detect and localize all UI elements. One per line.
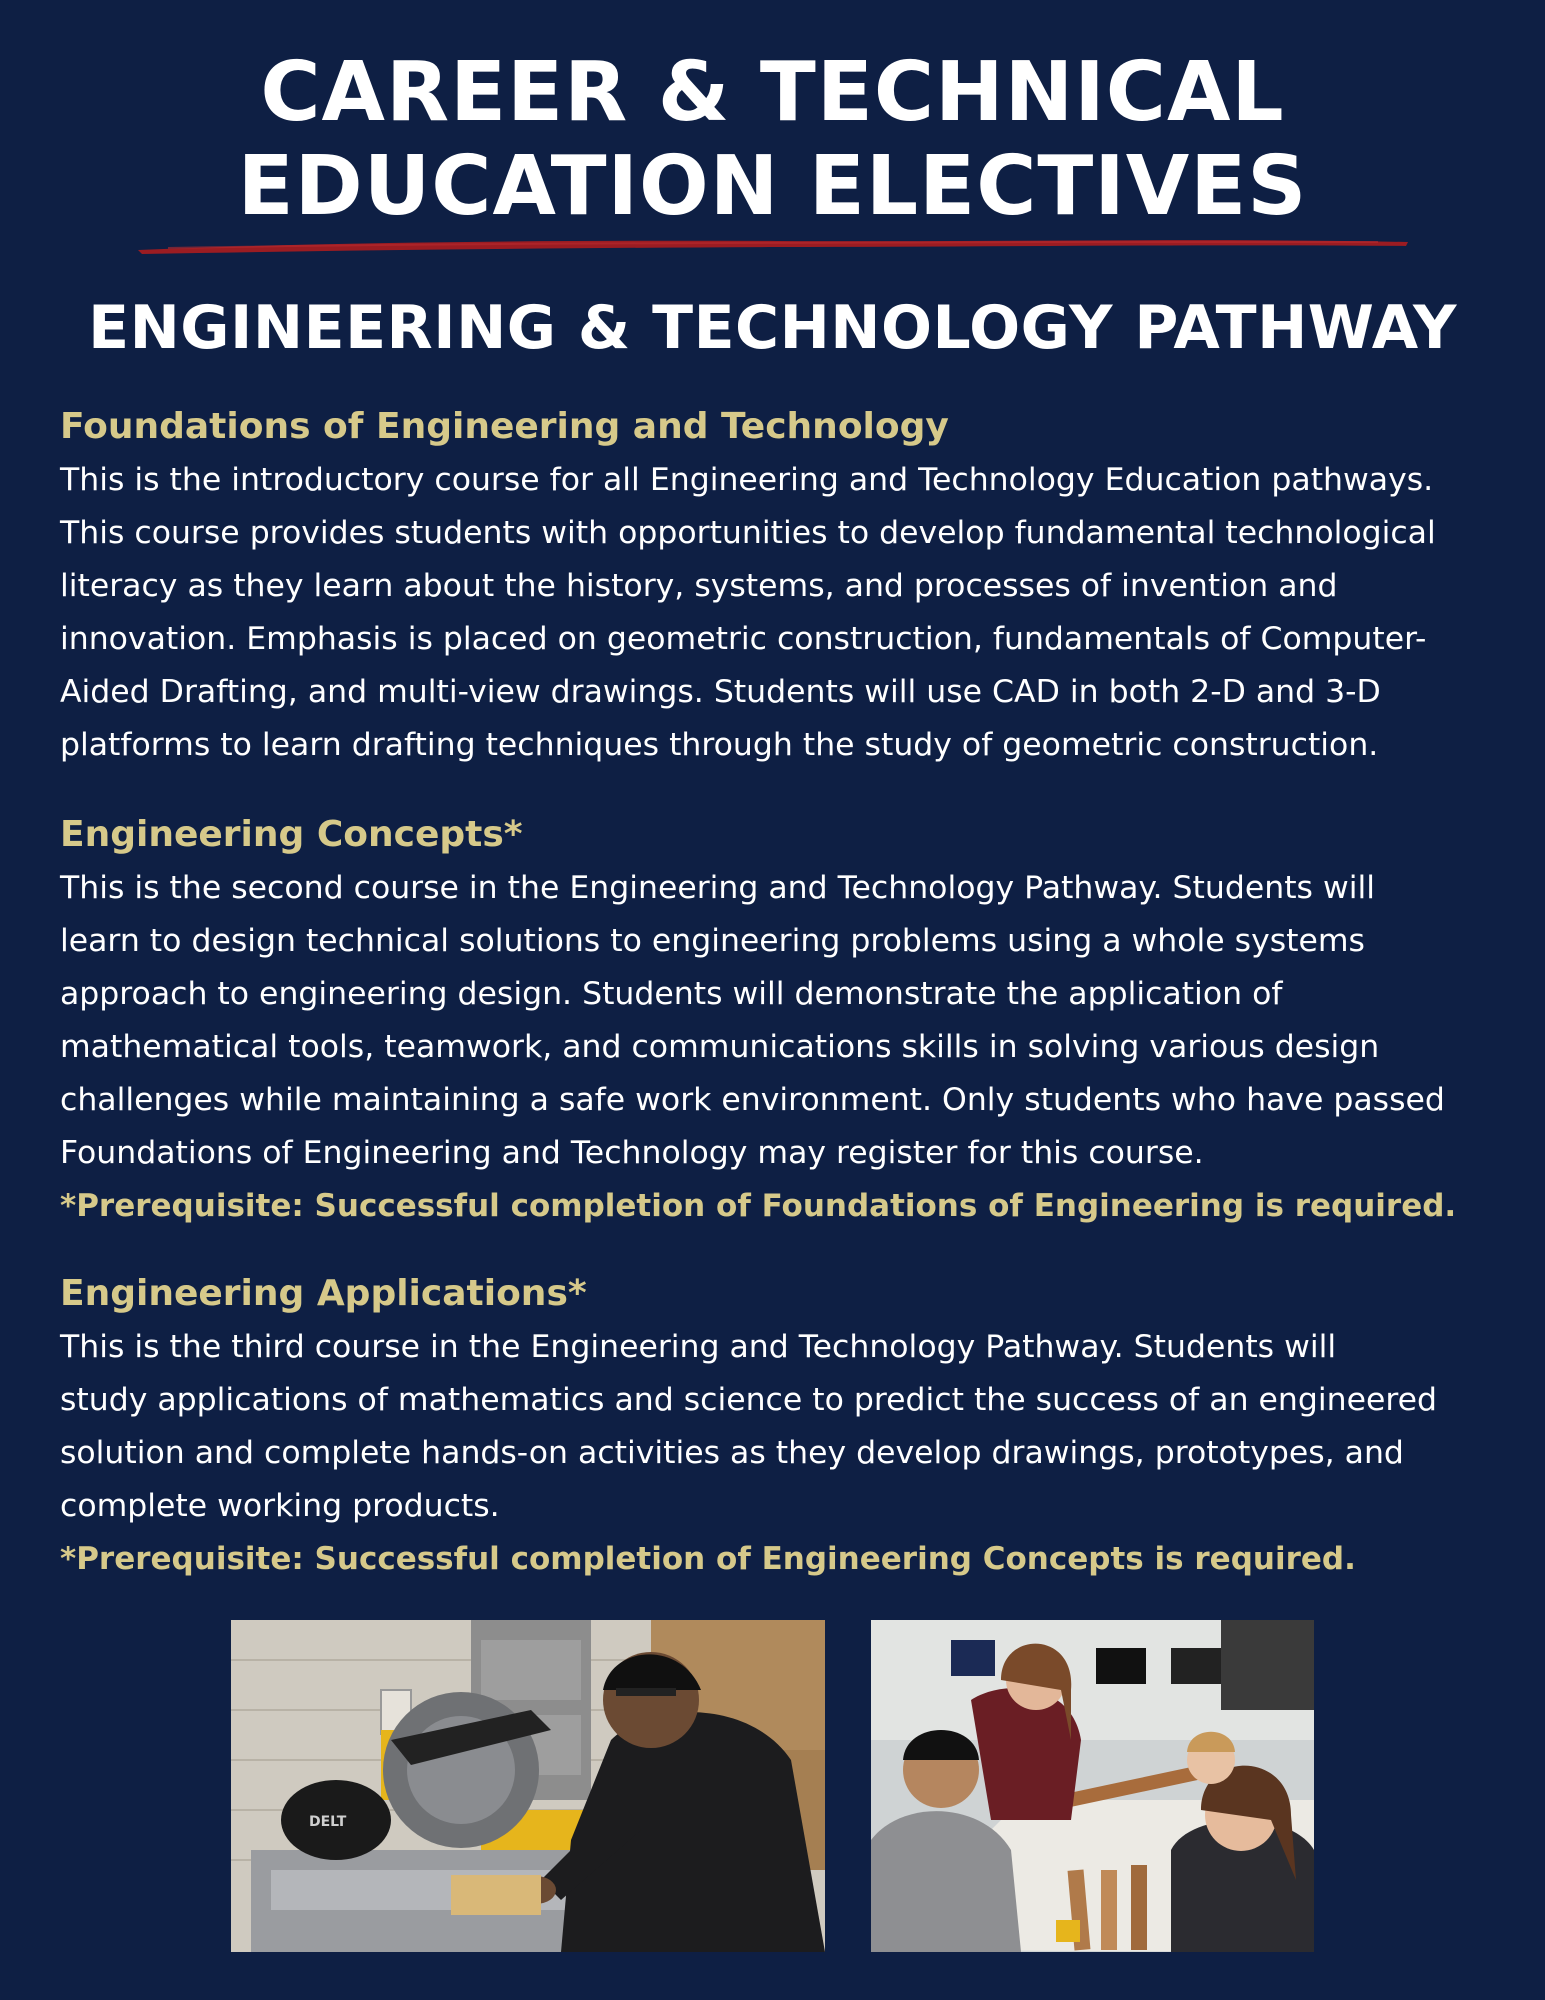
photo-student-miter-saw <box>231 1620 825 1952</box>
photo-students-classroom <box>871 1620 1314 1952</box>
course-title: Engineering Applications* <box>60 1273 587 1314</box>
description-line: complete working products. <box>60 1488 500 1524</box>
description-line: learn to design technical solutions to engineering problems using a whole systems <box>60 923 1365 959</box>
description-line: This course provides students with opportunities to develop fundamental technological <box>60 515 1436 551</box>
description-line: This is the second course in the Engineering and Technology Pathway. Students will <box>60 870 1376 906</box>
description-line: innovation. Emphasis is placed on geometric construction, fundamentals of Computer- <box>60 621 1427 657</box>
page-title-line-2: EDUCATION ELECTIVES <box>237 139 1308 234</box>
course-engineering-applications <box>60 1267 1500 1586</box>
description-line: study applications of mathematics and science to predict the success of an engineered <box>60 1382 1438 1418</box>
course-title: Foundations of Engineering and Technology <box>60 406 949 447</box>
course-foundations <box>60 400 1500 772</box>
pathway-heading: ENGINEERING & TECHNOLOGY PATHWAY <box>88 293 1457 363</box>
description-line: solution and complete hands-on activities as they develop drawings, prototypes, and <box>60 1435 1404 1471</box>
photo-logo-text: DELT <box>309 1814 347 1830</box>
description-line: literacy as they learn about the history, systems, and processes of invention and <box>60 568 1338 604</box>
description-line: This is the introductory course for all Engineering and Technology Education pathways. <box>60 462 1434 498</box>
description-line: Foundations of Engineering and Technology may register for this course. <box>60 1135 1204 1171</box>
prerequisite-note: *Prerequisite: Successful completion of Foundations of Engineering is required. <box>60 1188 1457 1224</box>
description-line: mathematical tools, teamwork, and communications skills in solving various design <box>60 1029 1380 1065</box>
prerequisite-note: *Prerequisite: Successful completion of Engineering Concepts is required. <box>60 1541 1356 1577</box>
description-line: approach to engineering design. Students will demonstrate the application of <box>60 976 1283 1012</box>
description-line: platforms to learn drafting techniques through the study of geometric construction. <box>60 727 1379 763</box>
title-underline-brushstroke <box>138 232 1408 256</box>
course-description <box>60 862 1500 1180</box>
description-line: challenges while maintaining a safe work environment. Only students who have passed <box>60 1082 1445 1118</box>
course-description <box>60 1321 1500 1533</box>
page-title-line-1: CAREER & TECHNICAL <box>260 45 1285 140</box>
course-title: Engineering Concepts* <box>60 814 523 855</box>
description-line: Aided Drafting, and multi-view drawings. Students will use CAD in both 2-D and 3-D <box>60 674 1381 710</box>
course-description <box>60 454 1500 772</box>
description-line: This is the third course in the Engineering and Technology Pathway. Students will <box>60 1329 1337 1365</box>
course-engineering-concepts <box>60 808 1500 1233</box>
